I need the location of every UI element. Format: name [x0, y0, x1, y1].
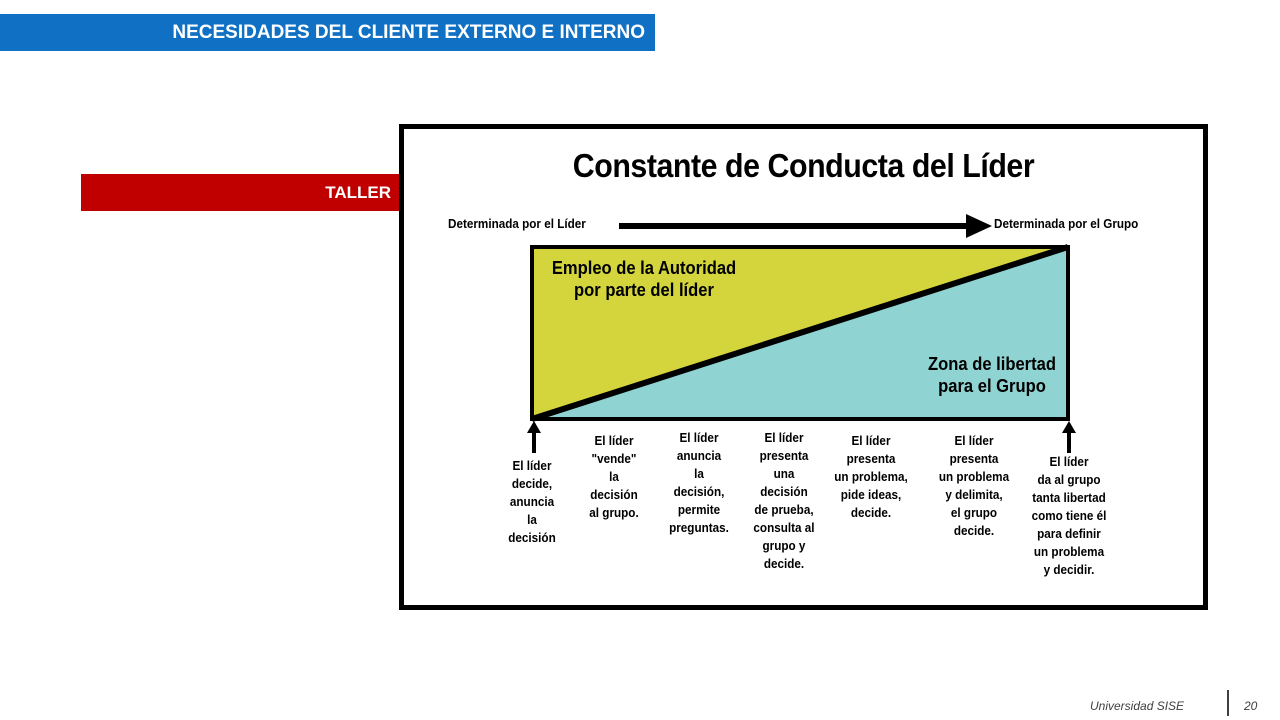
authority-zone-label — [543, 257, 745, 301]
stage-2: El líder "vende" la decisión al grupo. — [589, 433, 639, 520]
up-arrow-shaft-right — [1067, 431, 1071, 453]
diagram-frame — [399, 124, 1208, 610]
stage-3: El líder anuncia la decisión, permite preguntas. — [669, 430, 729, 535]
slide-title: NECESIDADES DEL CLIENTE EXTERNO E INTERNO — [172, 21, 645, 43]
stage-5: El líder presenta un problema, pide ideas, decide. — [834, 433, 908, 520]
direction-label-leader: Determinada por el Líder — [448, 216, 586, 231]
diagram-title: Constante de Conducta del Líder — [572, 147, 1035, 184]
direction-label-group: Determinada por el Grupo — [994, 216, 1139, 231]
section-label: TALLER — [325, 182, 391, 202]
footer-divider — [1227, 690, 1229, 716]
stage-4: El líder presenta una decisión de prueba, consulta al grupo y decide. — [753, 430, 815, 571]
freedom-zone-text: Zona de libertad para el Grupo — [928, 354, 1056, 396]
stage-1: El líder decide, anuncia la decisión — [508, 458, 556, 545]
up-arrow-shaft-left — [532, 431, 536, 453]
stage-7: El líder da al grupo tanta libertad como tiene él para definir un problema y decidir. — [1031, 454, 1107, 577]
authority-zone-text: Empleo de la Autoridad por parte del líder — [551, 258, 737, 300]
freedom-zone-label — [909, 353, 1075, 397]
section-label-bar — [81, 174, 401, 211]
page-number: 20 — [1244, 699, 1258, 713]
footer-institution: Universidad SISE — [1090, 699, 1185, 713]
stage-6: El líder presenta un problema y delimita, el grupo decide. — [938, 433, 1010, 538]
header-bar — [0, 14, 655, 51]
